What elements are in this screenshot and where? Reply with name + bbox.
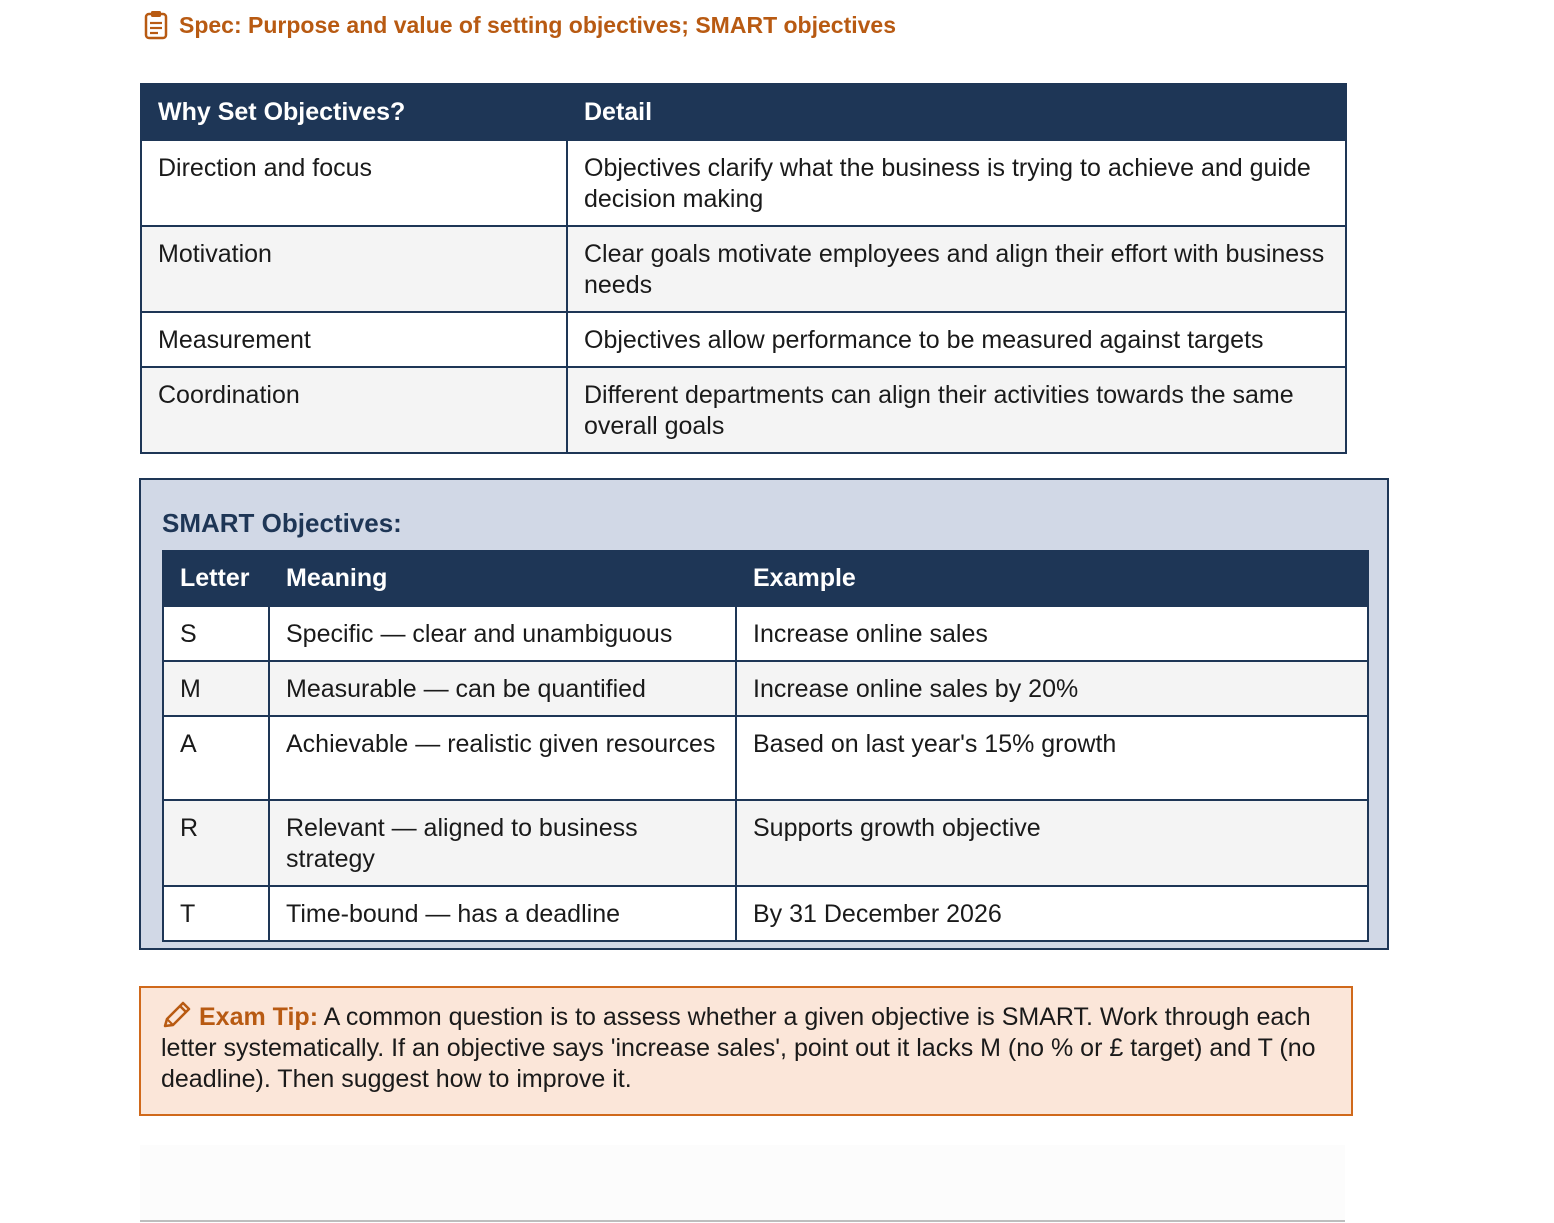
why-objectives-table xyxy=(140,83,1347,454)
smart-table xyxy=(162,550,1369,942)
table-row xyxy=(163,716,1368,800)
table-row xyxy=(141,367,1346,453)
table-row xyxy=(163,886,1368,941)
clipboard-icon xyxy=(143,10,169,40)
table-row xyxy=(141,140,1346,226)
exam-tip-text: A common question is to assess whether a given objective is SMART. Work through each letter systematically. If an objective says 'increase sales', point out it lacks M (no % or £ target) and T (no deadline). Then suggest how to improve it. xyxy=(161,1003,1316,1093)
table-row xyxy=(163,661,1368,716)
exam-tip-box xyxy=(139,986,1353,1116)
letter-cell: T xyxy=(163,886,269,941)
table-row xyxy=(141,312,1346,367)
column-header: Letter xyxy=(163,551,269,606)
reason-cell: Coordination xyxy=(141,367,567,453)
pencil-icon xyxy=(161,1000,193,1030)
detail-cell: Objectives allow performance to be measured against targets xyxy=(567,312,1346,367)
detail-cell: Clear goals motivate employees and align their effort with business needs xyxy=(567,226,1346,312)
letter-cell: S xyxy=(163,606,269,661)
example-cell: Supports growth objective xyxy=(736,800,1368,886)
example-cell: Based on last year's 15% growth xyxy=(736,716,1368,800)
spec-line xyxy=(143,10,896,40)
letter-cell: R xyxy=(163,800,269,886)
meaning-cell: Achievable — realistic given resources xyxy=(269,716,736,800)
letter-cell: M xyxy=(163,661,269,716)
table-row xyxy=(141,226,1346,312)
reason-cell: Motivation xyxy=(141,226,567,312)
meaning-cell: Measurable — can be quantified xyxy=(269,661,736,716)
letter-cell: A xyxy=(163,716,269,800)
exam-tip-label: Exam Tip: xyxy=(199,1003,319,1031)
column-header: Detail xyxy=(567,84,1346,140)
spec-text: Spec: Purpose and value of setting objectives; SMART objectives xyxy=(179,11,896,38)
table-header-row xyxy=(163,551,1368,606)
column-header: Why Set Objectives? xyxy=(141,84,567,140)
table-row xyxy=(163,606,1368,661)
reason-cell: Measurement xyxy=(141,312,567,367)
meaning-cell: Time-bound — has a deadline xyxy=(269,886,736,941)
meaning-cell: Specific — clear and unambiguous xyxy=(269,606,736,661)
example-cell: Increase online sales xyxy=(736,606,1368,661)
meaning-cell: Relevant — aligned to business strategy xyxy=(269,800,736,886)
reason-cell: Direction and focus xyxy=(141,140,567,226)
smart-objectives-box xyxy=(139,478,1389,950)
column-header: Example xyxy=(736,551,1368,606)
column-header: Meaning xyxy=(269,551,736,606)
bottom-panel xyxy=(140,1145,1345,1222)
example-cell: By 31 December 2026 xyxy=(736,886,1368,941)
smart-title: SMART Objectives: xyxy=(162,508,402,538)
table-row xyxy=(163,800,1368,886)
table-header-row xyxy=(141,84,1346,140)
detail-cell: Objectives clarify what the business is trying to achieve and guide decision making xyxy=(567,140,1346,226)
example-cell: Increase online sales by 20% xyxy=(736,661,1368,716)
detail-cell: Different departments can align their activities towards the same overall goals xyxy=(567,367,1346,453)
